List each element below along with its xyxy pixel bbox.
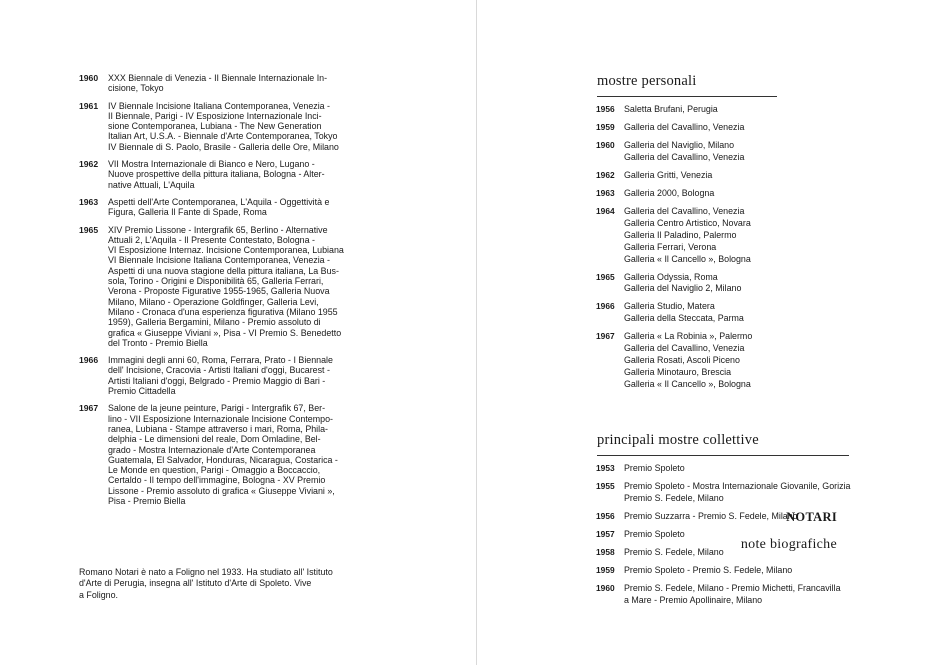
- bio-heading: note biografiche: [740, 537, 837, 552]
- entry-text: [624, 565, 792, 577]
- entry-line: Galleria del Cavallino, Venezia: [624, 151, 745, 162]
- entry-text: [624, 583, 841, 607]
- entry-line: IV Biennale di S. Paolo, Brasile - Galleria delle Ore, Milano: [108, 141, 339, 152]
- entry-line: Galleria 2000, Bologna: [624, 187, 715, 198]
- heading-rule: [597, 96, 777, 97]
- year-entry: [79, 73, 366, 94]
- entry-line: Italian Art, U.S.A. - Biennale d'Arte Contemporanea, Tokyo: [108, 131, 338, 142]
- entry-line: Premio Spoleto - Mostra Internazionale Giovanile, Gorizia: [624, 481, 851, 491]
- entry-text: [108, 73, 366, 94]
- entry-line: Galleria del Cavallino, Venezia: [624, 205, 745, 216]
- year-entry: [596, 206, 856, 266]
- entry-year: 1959: [596, 122, 615, 132]
- entry-year: 1958: [596, 546, 615, 557]
- entry-text: [624, 301, 744, 325]
- entry-line: cisione, Tokyo: [108, 83, 164, 94]
- entry-line: Figura, Galleria Il Fante di Spade, Roma: [108, 207, 267, 218]
- entry-line: Premio S. Fedele, Milano: [624, 546, 724, 557]
- entry-line: Nuove prospettive della pittura italiana, Bologna - Alter-: [108, 169, 325, 180]
- entry-line: Premio Spoleto: [624, 463, 685, 473]
- year-entry: [596, 301, 856, 325]
- entry-line: sione Contemporanea, Lubiana - The New Generation: [108, 121, 322, 132]
- entry-year: 1965: [79, 224, 99, 235]
- entry-year: 1964: [596, 205, 615, 216]
- entry-text: [108, 225, 366, 349]
- entry-line: Galleria « Il Cancello », Bologna: [624, 253, 751, 264]
- entry-text: [624, 140, 744, 164]
- entry-year: 1961: [79, 100, 99, 111]
- entry-line: Premio Suzzarra - Premio S. Fedele, Milano: [624, 510, 798, 521]
- entry-line: Premio S. Fedele, Milano: [624, 492, 724, 503]
- entry-text: [624, 331, 752, 391]
- entry-text: [624, 511, 798, 523]
- entry-text: [108, 101, 366, 152]
- year-entry: [79, 225, 366, 349]
- entry-text: [624, 122, 744, 134]
- entry-line: grado - Mostra Internazionale d'Arte Contemporanea: [108, 444, 316, 455]
- entry-year: 1966: [596, 301, 615, 312]
- entry-year: 1962: [596, 169, 615, 180]
- entry-line: Galleria Ferrari, Verona: [624, 241, 717, 252]
- entry-line: Saletta Brufani, Perugia: [624, 104, 718, 114]
- year-entry: [596, 583, 896, 607]
- year-entry: [596, 272, 856, 296]
- biography-paragraph: [79, 567, 366, 601]
- entry-line: Salone de la jeune peinture, Parigi - Intergrafik 67, Ber-: [108, 403, 326, 414]
- entry-year: 1963: [596, 187, 615, 198]
- entry-line: lino - VII Esposizione Internazionale Incisione Contempo-: [108, 413, 333, 424]
- solo-exhibitions-heading: mostre personali: [597, 73, 697, 89]
- entry-year: 1963: [79, 196, 99, 207]
- entry-line: Galleria del Cavallino, Venezia: [624, 343, 745, 354]
- entry-line: a Mare - Premio Apollinaire, Milano: [624, 594, 763, 605]
- entry-text: [624, 206, 751, 266]
- entry-line: Premio Cittadella: [108, 386, 176, 397]
- bio-line: a Foligno.: [79, 589, 118, 600]
- year-entry: [596, 547, 896, 559]
- entry-text: [624, 463, 685, 475]
- entry-line: del Tronto - Premio Biella: [108, 337, 208, 348]
- entry-year: 1955: [596, 481, 615, 491]
- bio-line: Romano Notari è nato a Foligno nel 1933. Ha studiato all' Istituto: [79, 567, 333, 577]
- entry-text: [108, 197, 366, 218]
- entry-line: Galleria del Naviglio, Milano: [624, 140, 735, 150]
- group-exhibitions-list: [596, 463, 896, 613]
- year-entry: [596, 529, 896, 541]
- year-entry: [596, 188, 856, 200]
- entry-year: 1953: [596, 463, 615, 473]
- entry-line: II Biennale, Parigi - IV Esposizione Internazionale Inci-: [108, 110, 322, 121]
- entry-text: [108, 355, 366, 396]
- entry-text: [624, 170, 712, 182]
- entry-line: Le Monde en question, Parigi - Omaggio a Boccaccio,: [108, 465, 321, 476]
- entry-text: [624, 481, 850, 505]
- entry-line: VI Biennale Incisione Italiana Contemporanea, Venezia -: [108, 255, 331, 266]
- entry-line: Aspetti dell'Arte Contemporanea, L'Aquila - Oggettività e: [108, 196, 330, 207]
- entry-line: Galleria della Steccata, Parma: [624, 313, 744, 324]
- entry-line: Guatemala, El Salvador, Honduras, Nicaragua, Costarica -: [108, 454, 338, 465]
- year-entry: [79, 197, 366, 218]
- year-entry: [596, 565, 896, 577]
- entry-line: Galleria del Naviglio 2, Milano: [624, 283, 742, 294]
- entry-line: Milano - Cronaca d'una esperienza figurativa (Milano 1955: [108, 306, 338, 317]
- entry-line: native Attuali, L'Aquila: [108, 179, 195, 190]
- entry-text: [624, 188, 714, 200]
- heading-rule: [597, 455, 849, 456]
- group-exhibitions-heading: principali mostre collettive: [597, 432, 759, 448]
- entry-line: VII Mostra Internazionale di Bianco e Nero, Lugano -: [108, 159, 315, 170]
- year-entry: [596, 104, 856, 116]
- entry-year: 1965: [596, 271, 615, 282]
- entry-line: Milano, Milano - Operazione Goldfinger, Galleria Levi,: [108, 296, 319, 307]
- exhibition-history-list: [79, 73, 366, 513]
- entry-year: 1960: [596, 582, 615, 593]
- entry-line: Galleria Il Paladino, Palermo: [624, 229, 737, 240]
- entry-text: [624, 529, 685, 541]
- entry-line: Galleria Minotauro, Brescia: [624, 367, 732, 378]
- entry-line: XXX Biennale di Venezia - II Biennale Internazionale In-: [108, 73, 328, 83]
- entry-year: 1960: [79, 73, 99, 83]
- entry-line: Pisa - Premio Biella: [108, 495, 186, 506]
- entry-line: VI Esposizione Internaz. Incisione Contemporanea, Lubiana: [108, 245, 344, 256]
- entry-line: 1959), Galleria Bergamini, Milano - Premio assoluto di: [108, 317, 321, 328]
- year-entry: [596, 511, 896, 523]
- year-entry: [596, 463, 896, 475]
- entry-line: Galleria Centro Artistico, Novara: [624, 217, 751, 228]
- entry-year: 1957: [596, 528, 615, 539]
- entry-text: [624, 272, 741, 296]
- entry-line: Premio Spoleto: [624, 528, 685, 539]
- entry-line: Galleria del Cavallino, Venezia: [624, 122, 745, 132]
- year-entry: [596, 140, 856, 164]
- entry-text: [108, 159, 366, 190]
- entry-line: Galleria « Il Cancello », Bologna: [624, 378, 751, 389]
- entry-line: Attuali 2, L'Aquila - Il Presente Contestato, Bologna -: [108, 234, 315, 245]
- year-entry: [79, 403, 366, 506]
- entry-text: [624, 547, 724, 559]
- entry-line: Verona - Proposte Figurative 1955-1965, Galleria Nuova: [108, 286, 330, 297]
- entry-line: ranea, Lubiana - Stampe attraverso i mari, Roma, Phila-: [108, 423, 329, 434]
- entry-line: Galleria Rosati, Ascoli Piceno: [624, 355, 740, 366]
- entry-line: Lissone - Premio assoluto di grafica « Giuseppe Viviani »,: [108, 485, 335, 496]
- year-entry: [79, 159, 366, 190]
- entry-year: 1956: [596, 510, 615, 521]
- entry-year: 1962: [79, 159, 99, 170]
- entry-line: sola, Torino - Origini e Disponibilità 65, Galleria Ferrari,: [108, 276, 324, 287]
- entry-line: dell' Incisione, Cracovia - Artisti Italiani d'oggi, Bucarest -: [108, 365, 330, 376]
- entry-year: 1966: [79, 355, 99, 366]
- entry-year: 1959: [596, 564, 615, 575]
- entry-line: grafica « Giuseppe Viviani », Pisa - VI Premio S. Benedetto: [108, 327, 342, 338]
- entry-line: Artisti Italiani d'oggi, Belgrado - Premio Maggio di Bari -: [108, 375, 326, 386]
- entry-line: IV Biennale Incisione Italiana Contemporanea, Venezia -: [108, 100, 331, 111]
- year-entry: [596, 122, 856, 134]
- year-entry: [596, 481, 896, 505]
- entry-line: Certaldo - Il tempo dell'immagine, Bologna - XV Premio: [108, 475, 326, 486]
- entry-text: [108, 403, 366, 506]
- entry-line: Premio Spoleto - Premio S. Fedele, Milano: [624, 564, 793, 575]
- solo-exhibitions-list: [596, 104, 856, 397]
- entry-line: Premio S. Fedele, Milano - Premio Michetti, Francavilla: [624, 582, 841, 593]
- year-entry: [79, 101, 366, 152]
- entry-line: delphia - Le dimensioni del reale, Dom Omladine, Bel-: [108, 434, 321, 445]
- entry-line: Galleria « La Robinia », Palermo: [624, 331, 753, 342]
- entry-line: Galleria Gritti, Venezia: [624, 169, 713, 180]
- artist-name-heading: NOTARI: [786, 510, 837, 524]
- entry-year: 1967: [79, 403, 99, 414]
- year-entry: [79, 355, 366, 396]
- entry-year: 1956: [596, 104, 615, 114]
- entry-year: 1960: [596, 140, 615, 150]
- bio-line: d'Arte di Perugia, insegna all' Istituto d'Arte di Spoleto. Vive: [79, 578, 312, 589]
- entry-line: Galleria Odyssia, Roma: [624, 271, 718, 282]
- entry-line: Aspetti di una nuova stagione della pittura italiana, La Bus-: [108, 265, 339, 276]
- entry-line: Immagini degli anni 60, Roma, Ferrara, Prato - I Biennale: [108, 355, 333, 366]
- entry-text: [624, 104, 718, 116]
- entry-year: 1967: [596, 331, 615, 342]
- entry-line: Galleria Studio, Matera: [624, 301, 715, 312]
- year-entry: [596, 331, 856, 391]
- entry-line: XIV Premio Lissone - Intergrafik 65, Berlino - Alternative: [108, 224, 328, 235]
- year-entry: [596, 170, 856, 182]
